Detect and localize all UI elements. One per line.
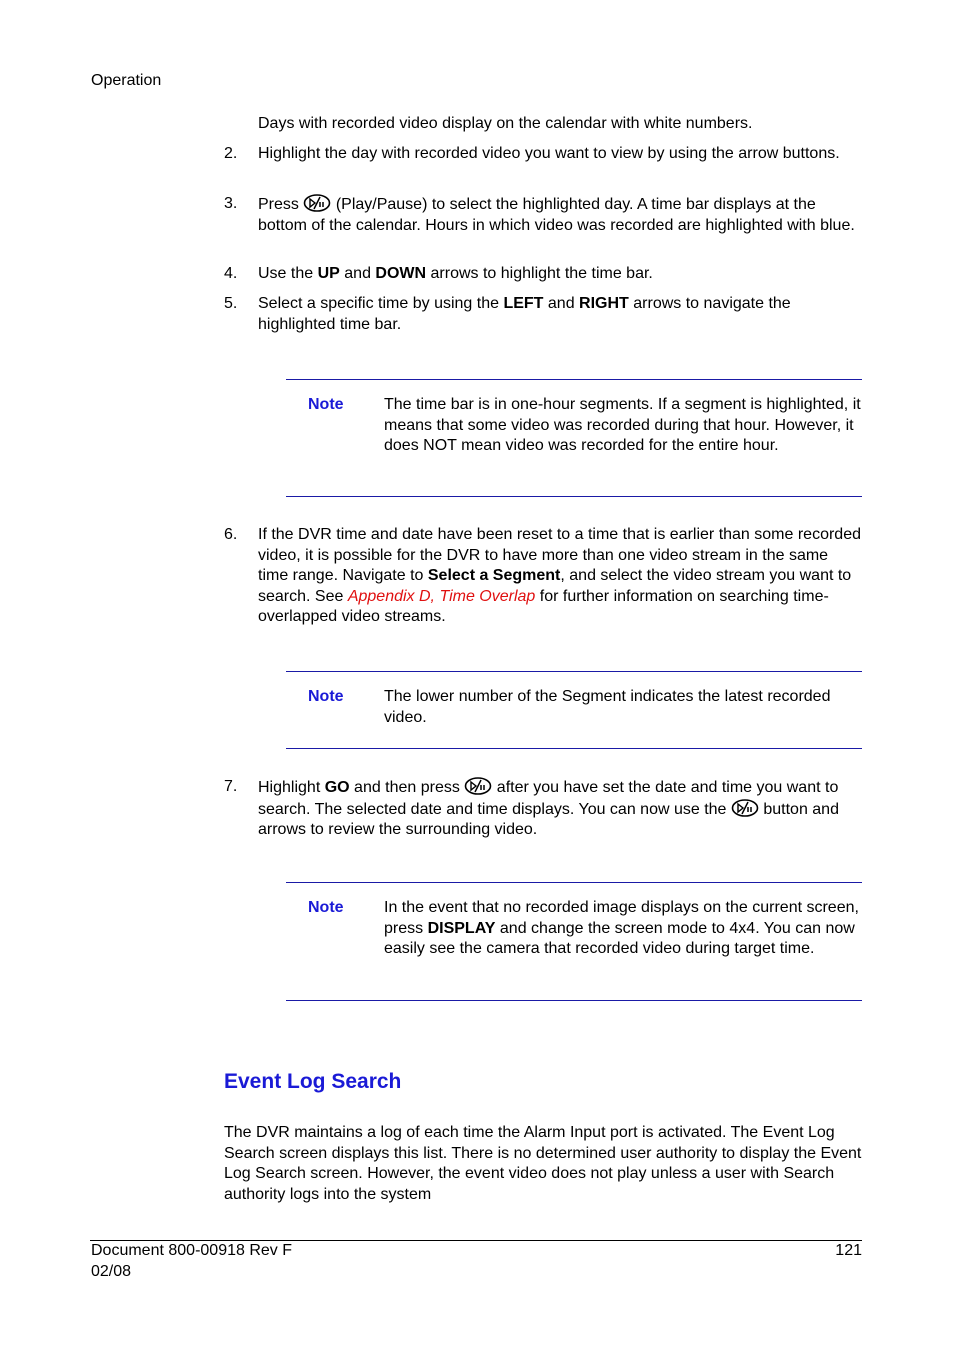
running-header: Operation — [91, 72, 162, 89]
note-text — [384, 898, 862, 960]
menu-select-segment: Select a Segment — [427, 567, 561, 584]
key-right: RIGHT — [579, 295, 629, 312]
step-text: arrows to highlight the time bar. — [426, 265, 653, 282]
step-6 — [224, 525, 862, 628]
step-5 — [224, 294, 862, 335]
step-text: button and arrows to review the surrounding video. — [258, 800, 839, 838]
note-rule-bottom — [286, 748, 862, 749]
play-pause-icon — [464, 777, 492, 795]
step-text: Select a specific time by using the — [258, 295, 504, 312]
note-rule-top — [286, 882, 862, 883]
step-text: If the DVR time and date have been reset to a time that is earlier than some recorded video, it is possible for the DVR to have more than one video stream in the same time range. Navigate to — [258, 526, 861, 584]
step-number: 6. — [224, 526, 238, 543]
step-7 — [224, 777, 862, 841]
step-text-post: (Play/Pause) to select the highlighted day. A time bar displays at the bottom of the calendar. Hours in which video was recorded are highlighted with blue. — [258, 196, 855, 234]
step-text: Use the — [258, 265, 318, 282]
note-text-part: and change the screen mode to 4x4. You can now easily see the camera that recorded video during target time. — [384, 919, 855, 957]
menu-go: GO — [324, 779, 350, 796]
note-label: Note — [308, 396, 344, 413]
document-date: 02/08 — [91, 1262, 132, 1280]
step-2 — [224, 144, 862, 165]
step-text: Highlight — [258, 779, 325, 796]
key-display: DISPLAY — [427, 919, 496, 937]
note-text: The time bar is in one-hour segments. If a segment is highlighted, it means that some video was recorded during that hour. However, it does NOT mean video was recorded for the entire hour. — [384, 396, 861, 454]
step-number: 2. — [224, 145, 238, 162]
note-rule-top — [286, 379, 862, 380]
step-text: and — [543, 295, 580, 312]
appendix-link[interactable]: Appendix D, Time Overlap — [347, 587, 536, 605]
step-text: and then press — [349, 779, 465, 796]
step-text-pre: Press — [258, 196, 299, 213]
step-text: for further information on searching time-overlapped video streams. — [258, 587, 829, 625]
step-3 — [224, 194, 862, 236]
section-heading: Event Log Search — [224, 1070, 402, 1093]
intro-line: Days with recorded video display on the calendar with white numbers. — [258, 115, 753, 132]
note-label: Note — [308, 688, 344, 705]
document-number: Document 800-00918 Rev F — [91, 1242, 292, 1259]
step-text: Highlight the day with recorded video you want to view by using the arrow buttons. — [258, 145, 840, 162]
step-number: 4. — [224, 265, 238, 282]
step-text: after you have set the date and time you want to search. The selected date and time displays. You can now use the — [258, 779, 839, 818]
key-left: LEFT — [503, 295, 544, 312]
note-text-part: In the event that no recorded image displays on the current screen, press — [384, 899, 859, 937]
footer-left — [91, 1241, 292, 1282]
key-down: DOWN — [375, 265, 427, 282]
section-body: The DVR maintains a log of each time the Alarm Input port is activated. The Event Log Search screen displays this list. There is no determined user authority to display the Event Log Search screen. However, the event video does not play unless a user with Search authority logs into the system — [224, 1124, 862, 1203]
note-rule-top — [286, 671, 862, 672]
note-rule-bottom — [286, 1000, 862, 1001]
step-text: and — [339, 265, 376, 282]
step-4 — [224, 264, 862, 285]
note-rule-bottom — [286, 496, 862, 497]
play-pause-icon — [303, 194, 331, 212]
page-number: 121 — [835, 1242, 862, 1259]
step-text: arrows to navigate the highlighted time bar. — [258, 295, 791, 333]
step-number: 7. — [224, 778, 238, 795]
step-number: 3. — [224, 195, 238, 212]
step-number: 5. — [224, 295, 238, 312]
note-text: The lower number of the Segment indicates the latest recorded video. — [384, 688, 831, 726]
play-pause-icon — [731, 799, 759, 817]
key-up: UP — [317, 265, 340, 282]
step-text: , and select the video stream you want to search. See — [258, 567, 852, 605]
note-label: Note — [308, 899, 344, 916]
